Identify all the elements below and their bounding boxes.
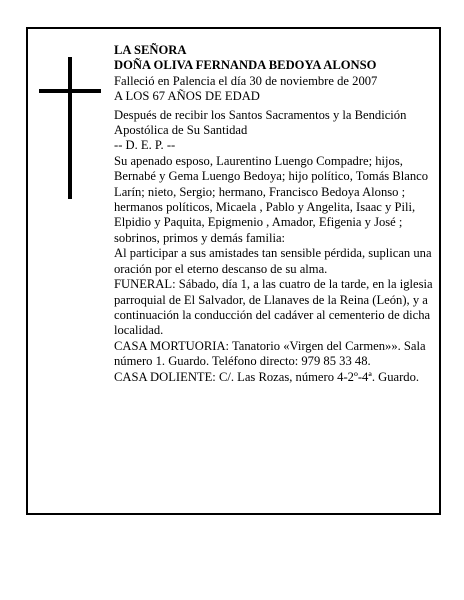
obituary-text [114,43,436,385]
sacraments-text: Después de recibir los Santos Sacramentos y la Bendición Apostólica de Su Santidad [114,107,407,138]
obituary-card [26,27,441,515]
heading-title: LA SEÑORA [114,43,187,57]
age-info: A LOS 67 AÑOS DE EDAD [114,89,260,104]
cross-icon-bar [39,89,101,93]
request-text: Al participar a sus amistades tan sensible pérdida, suplican una oración por el eterno descanso de su alma. [114,246,432,276]
death-info: Falleció en Palencia el día 30 de noviembre de 2007 [114,73,378,88]
mortuary-text: CASA MORTUORIA: Tanatorio «Virgen del Carmen»». Sala número 1. Guardo. Teléfono directo: 979 85 33 48. [114,338,426,369]
funeral-text: FUNERAL: Sábado, día 1, a las cuatro de la tarde, en la iglesia parroquial de El Salvador, de Llanaves de la Reina (León), y a continuación la conducción del cadáver al cementerio de dicha localidad. [114,277,433,338]
deceased-name: DOÑA OLIVA FERNANDA BEDOYA ALONSO [114,58,377,73]
cross-icon [68,57,72,199]
dep-text: -- D. E. P. -- [114,138,176,153]
mourning-house-text: CASA DOLIENTE: C/. Las Rozas, número 4-2º-4ª. Guardo. [114,369,420,384]
family-text: Su apenado esposo, Laurentino Luengo Compadre; hijos, Bernabé y Gema Luengo Bedoya; hijo político, Tomás Blanco Larín; nieto, Sergio; hermano, Francisco Bedoya Alonso ; hermanos políticos, Micaela , Pablo y Angelita, Isaac y Pili, Elpidio y Paquita, Epigmenio , Amador, Efigenia y José ; sobrinos, primos y demás familia: [114,153,429,245]
